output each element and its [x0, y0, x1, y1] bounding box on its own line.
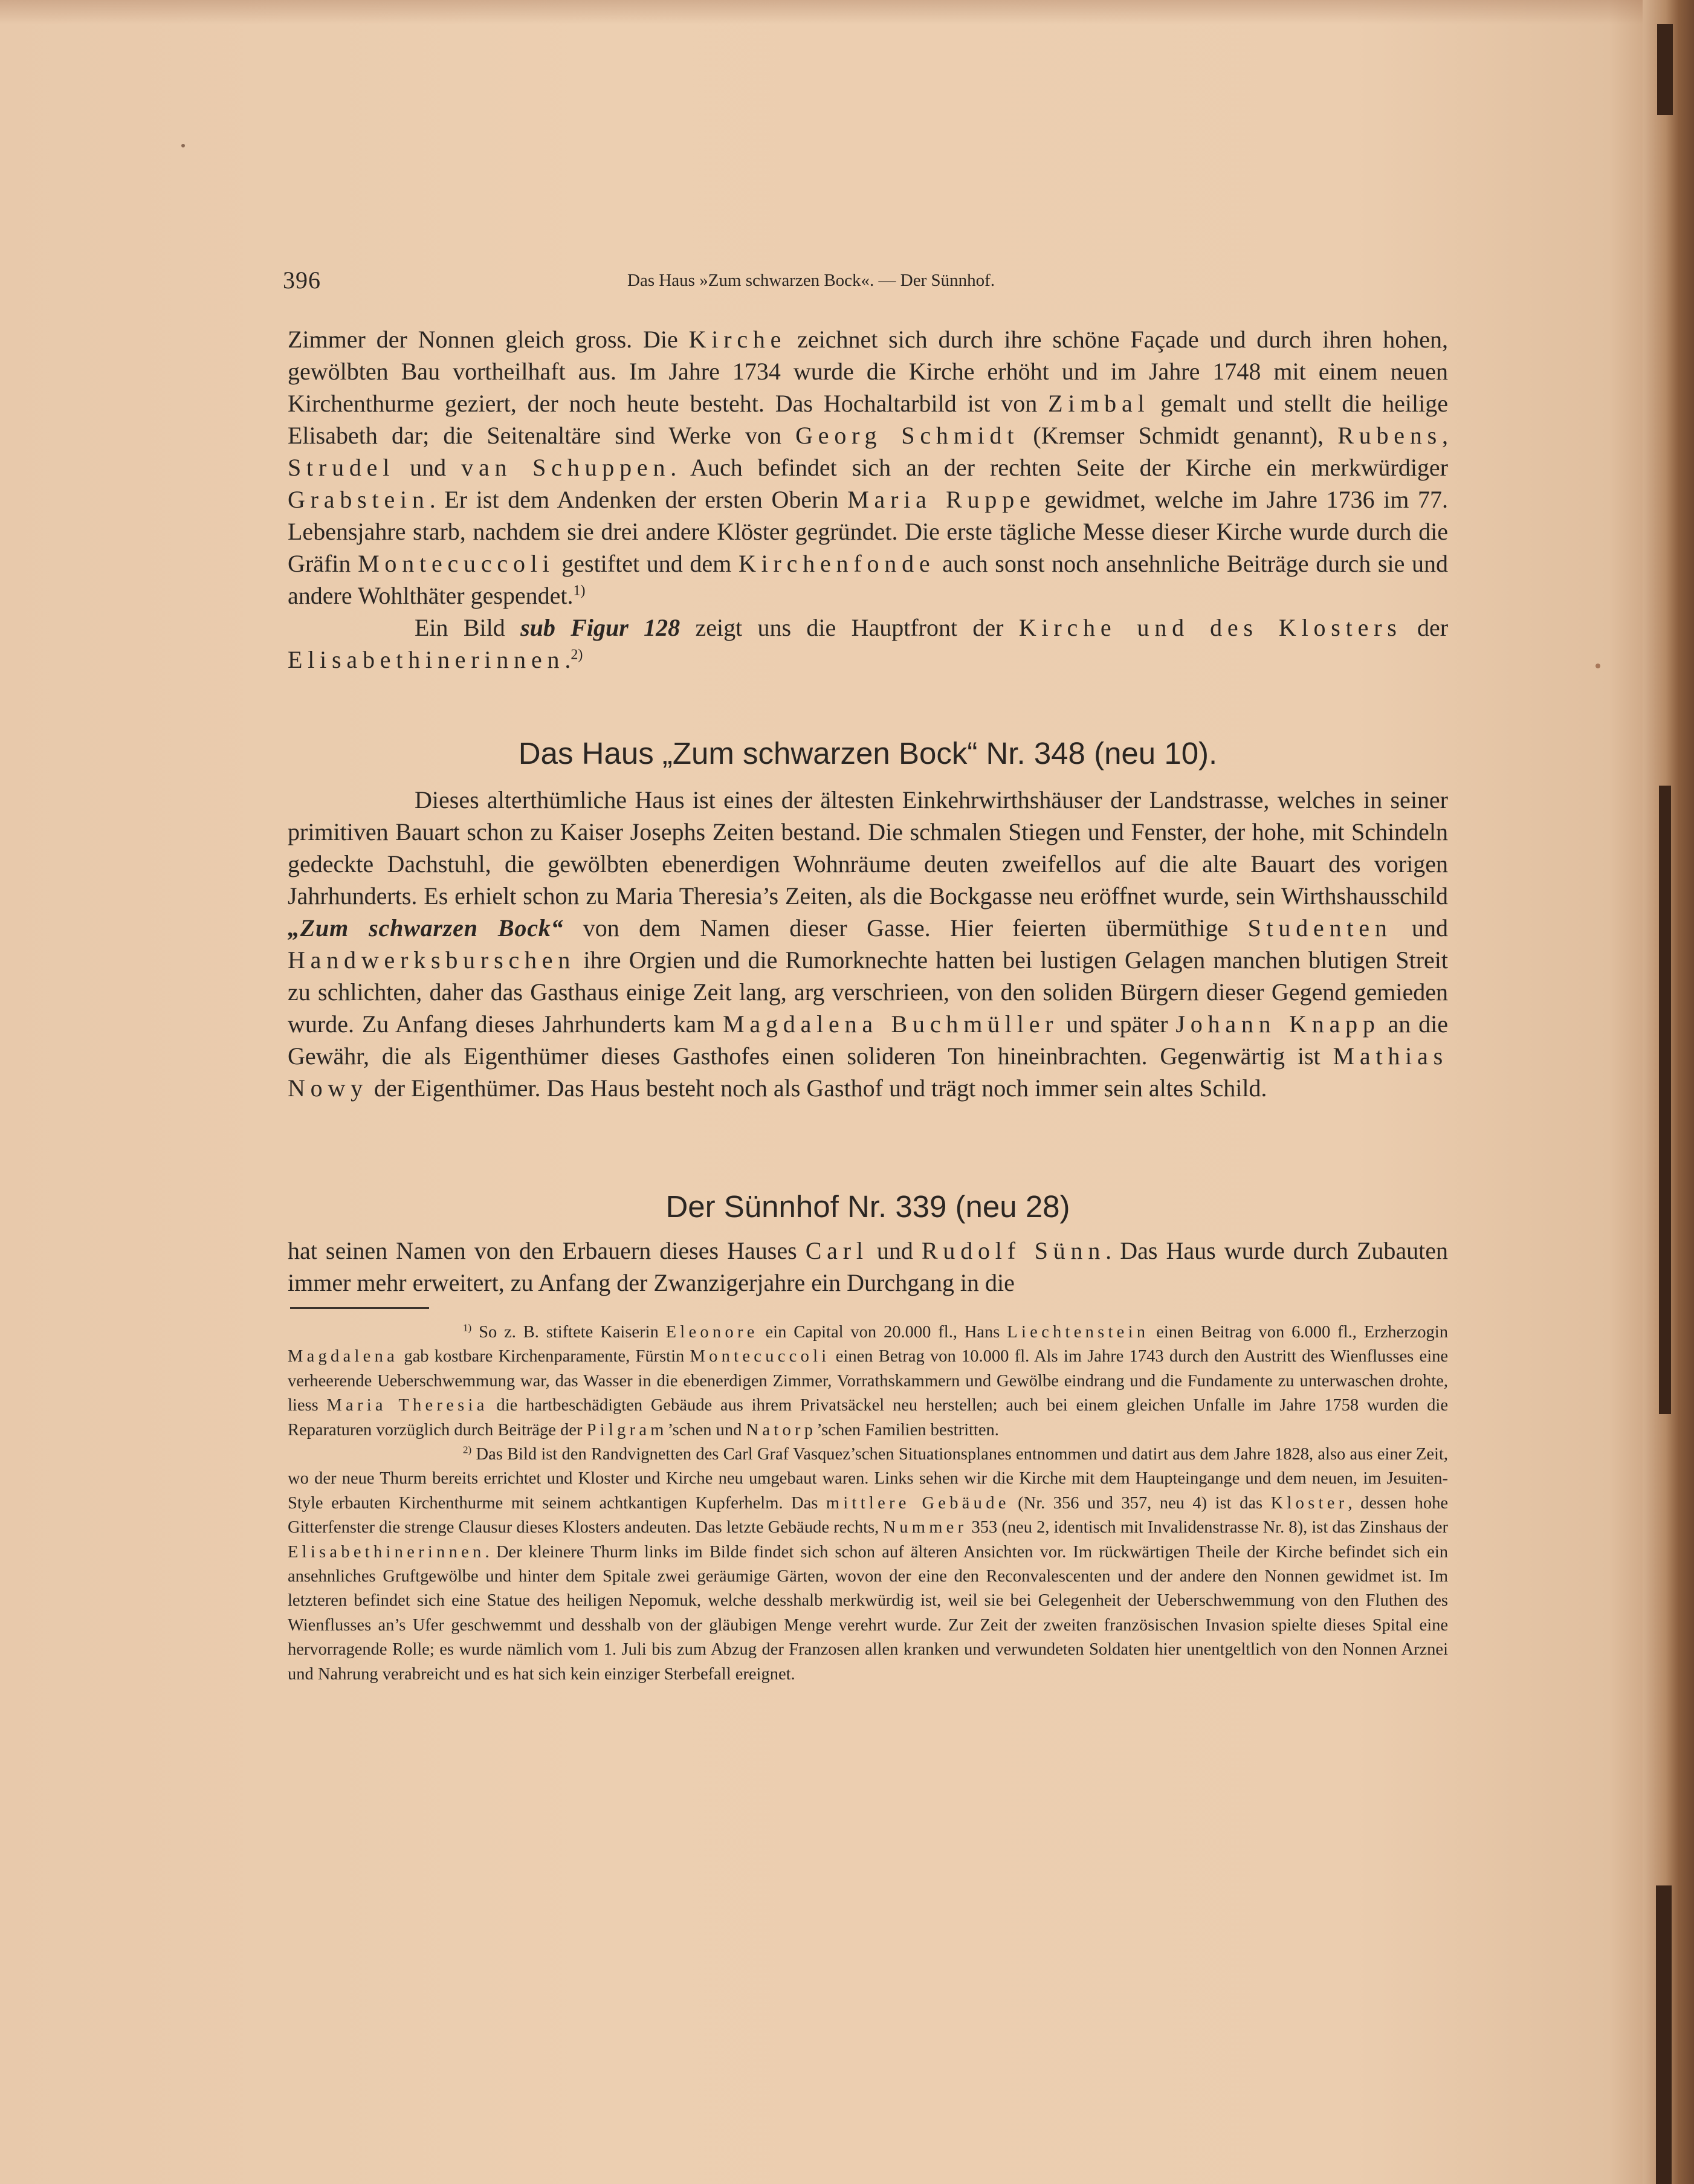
footnote-rule [290, 1307, 429, 1309]
paragraph-church: Zimmer der Nonnen gleich gross. Die Kirche zeichnet sich durch ihre schöne Façade und durch ihren hohen, gewölbten Bau vortheilhaft aus. Im Jahre 1734 wurde die Kirche erhöht und im Jahre 1748 mit einem neuen Kirchenthurme geziert, der noch heute besteht. Das Hochaltarbild ist von Zimbal gemalt und stellt die heilige Elisabeth dar; die Seitenaltäre sind Werke von Georg Schmidt (Kremser Schmidt genannt), Rubens, Strudel und van Schuppen. Auch befindet sich an der rechten Seite der Kirche ein merkwürdiger Grabstein. Er ist dem Andenken der ersten Oberin Maria Ruppe gewidmet, welche im Jahre 1736 im 77. Lebensjahre starb, nachdem sie drei andere Klöster gegründet. Die erste tägliche Messe dieser Kirche wurde durch die Gräfin Montecuccoli gestiftet und dem Kirchenfonde auch sonst noch ansehnliche Beiträge durch sie und andere Wohlthäter gespendet.$^{1)}$ [288, 326, 1449, 609]
paragraph-figure: Ein Bild sub Figur 128 zeigt uns die Hauptfront der Kirche und des Klosters der Elisabethinerinnen.$^{2)}$ [288, 614, 1449, 673]
footnote-2: $^{2)}$ Das Bild ist den Randvignetten des Carl Graf Vasquez’schen Situationsplanes entnommen und datirt aus dem Jahre 1828, also aus einer Zeit, wo der neue Thurm bereits errichtet und Kloster und Kirche neu umgebaut waren. Links sehen wir die Kirche mit dem Haupteingange und dem neuen, im Jesuiten-Style erbauten Kirchenthurme mit seinem achtkantigen Kupferhelm. Das mittlere Gebäude (Nr. 356 und 357, neu 4) ist das Kloster, dessen hohe Gitterfenster die strenge Clausur dieses Klosters andeuten. Das letzte Gebäude rechts, Nummer 353 (neu 2, identisch mit Invalidenstrasse Nr. 8), ist das Zinshaus der Elisabethinerinnen. Der kleinere Thurm links im Bilde findet sich schon auf älteren Ansichten vor. Im rückwärtigen Theile der Kirche befindet sich ein ansehnliches Gruftgewölbe und hinter dem Spitale zwei geräumige Gärten, wovon der eine den Reconvalescenten und der andere den Nonnen gewidmet ist. Im letzteren befindet sich eine Statue des heiligen Nepomuk, welche desshalb merkwürdig ist, weil sie bei Gelegenheit der Ueberschwemmung von den Fluthen des Wienflusses an’s Ufer geschwemmt und desshalb von der gläubigen Menge verehrt wurde. Zur Zeit der zweiten französischen Invasion spielte dieses Spital eine hervorragende Rolle; es wurde nämlich vom 1. Juli bis zum Abzug der Franzosen allen kranken und verwundeten Soldaten hier unentgeltlich von den Nonnen Arznei und Nahrung verabreicht und es hat sich kein einziger Sterbefall ereignet. [288, 1444, 1448, 1684]
page-number: 396 [283, 267, 321, 294]
top-shadow [0, 0, 1694, 24]
section-heading-bock: Das Haus „Zum schwarzen Bock“ Nr. 348 (neu 10). [518, 736, 1218, 771]
binding-tab [1656, 1885, 1672, 2184]
page-header [283, 266, 1449, 296]
paragraph-bock: Dieses alterthümliche Haus ist eines der ältesten Einkehrwirthshäuser der Landstrasse, welches in seiner primitiven Bauart schon zu Kaiser Josephs Zeiten bestand. Die schmalen Stiegen und Fenster, der hohe, mit Schindeln gedeckte Dachstuhl, die gewölbten ebenerdigen Wohnräume deuten zweifellos auf die alte Bauart des vorigen Jahrhunderts. Es erhielt schon zu Maria Theresia’s Zeiten, als die Bockgasse neu eröffnet wurde, sein Wirthshausschild „Zum schwarzen Bock“ von dem Namen dieser Gasse. Hier feierten übermüthige Studenten und Handwerksburschen ihre Orgien und die Rumorknechte hatten bei lustigen Gelagen manchen blutigen Streit zu schlichten, daher das Gasthaus einige Zeit lang, arg verschrieen, von den soliden Bürgern dieser Gegend gemieden wurde. Zu Anfang dieses Jahrhunderts kam Magdalena Buchmüller und später Johann Knapp an die Gewähr, die als Eigenthümer dieses Gasthofes einen solideren Ton hineinbrachten. Gegenwärtig ist Mathias Nowy der Eigenthümer. Das Haus besteht noch als Gasthof und trägt noch immer sein altes Schild. [288, 786, 1449, 1102]
binding-tab [1657, 24, 1673, 115]
footnote-1: $^{1)}$ So z. B. stiftete Kaiserin Eleonore ein Capital von 20.000 fl., Hans Liechtenstein einen Beitrag von 6.000 fl., Erzherzogin Magdalena gab kostbare Kirchenparamente, Fürstin Montecuccoli einen Betrag von 10.000 fl. Als im Jahre 1743 durch den Austritt des Wienflusses eine verheerende Ueberschwemmung war, das Wasser in die ebenerdigen Zimmer, Vorrathskammern und Gewölbe eindrang und die Fundamente zu unterwaschen drohte, liess Maria Theresia die hartbeschädigten Gebäude aus ihrem Privatsäckel neu herstellen; auch bei einem gleichen Unfalle im Jahre 1758 wurden die Reparaturen vorzüglich durch Beiträge der Pilgram’schen und Natorp’schen Familien bestritten. [288, 1322, 1448, 1439]
section-text-suennhof [288, 1235, 1448, 1299]
paper-speck [1595, 664, 1600, 668]
section-text-bock [288, 784, 1448, 1104]
binding-tab [1659, 786, 1671, 1414]
section-heading-suennhof: Der Sünnhof Nr. 339 (neu 28) [665, 1189, 1070, 1224]
footnote-ref: 1) [573, 583, 586, 599]
paragraph-suennhof: hat seinen Namen von den Erbauern dieses Hauses Carl und Rudolf Sünn. Das Haus wurde durch Zubauten immer mehr erweitert, zu Anfang der Zwanzigerjahre ein Durchgang in die [288, 1237, 1448, 1296]
footnote-ref: 2) [571, 647, 583, 663]
footnotes [288, 1320, 1448, 1687]
paper-speck [181, 144, 185, 147]
intro-text [288, 323, 1448, 676]
running-title: Das Haus »Zum schwarzen Bock«. — Der Sünnhof. [627, 271, 995, 290]
